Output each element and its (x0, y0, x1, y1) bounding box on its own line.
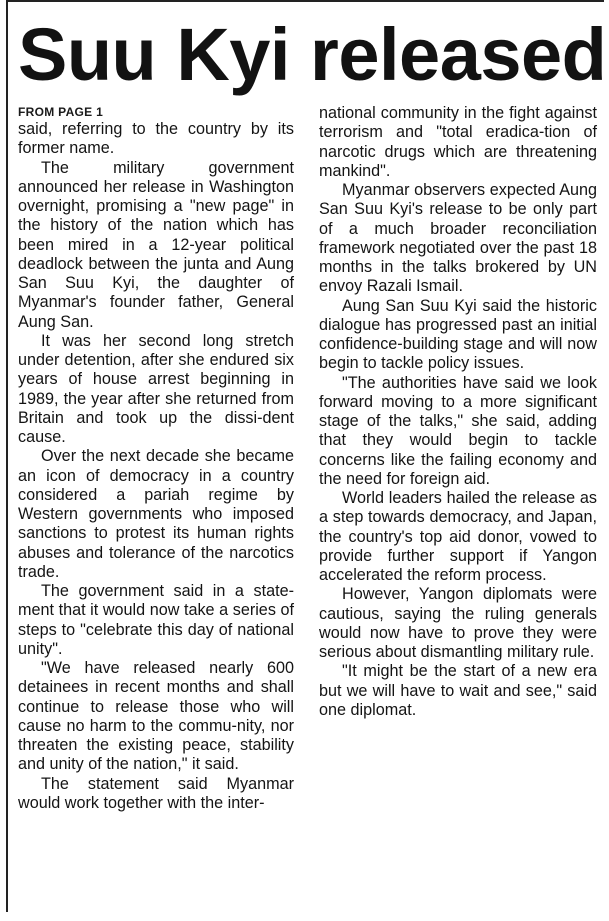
paragraph: Aung San Suu Kyi said the historic dialogue has progressed past an initial confidence-building stage and will now begin to tackle policy issues. (319, 296, 597, 373)
paragraph: It was her second long stretch under detention, after she endured six years of house arrest beginning in 1989, the year after she returned from Britain and took up the dissi-dent cause. (18, 331, 294, 446)
paragraph: However, Yangon diplomats were cautious, saying the ruling generals would now have to prove they were serious about dismantling military rule. (319, 585, 597, 661)
continuation-kicker: FROM PAGE 1 (18, 105, 104, 119)
right-column (319, 104, 597, 720)
paragraph: The statement said Myanmar would work together with the inter- (18, 774, 294, 812)
top-border-rule (6, 0, 604, 2)
paragraph: "The authorities have said we look forward moving to a more significant stage of the talks," she said, adding that they would begin to tackle concerns like the failing economy and the need for foreign aid. (319, 373, 597, 488)
headline: Suu Kyi released (18, 13, 607, 96)
paragraph: "We have released nearly 600 detainees in recent months and shall continue to release those who will cause no harm to the commu-nity, nor threaten the existing peace, stability and unity of the nation," it said. (18, 659, 294, 774)
left-column (18, 104, 294, 813)
left-border-rule (6, 0, 8, 912)
paragraph: said, referring to the country by its former name. (18, 120, 294, 158)
paragraph: national community in the fight against terrorism and "total eradica-tion of narcotic drugs which are threatening mankind". (319, 104, 597, 180)
paragraph: The government said in a state-ment that it would now take a series of steps to "celebrate this day of national unity". (18, 582, 294, 658)
paragraph: Over the next decade she became an icon of democracy in a country considered a pariah regime by Western governments who imposed sanctions to protest its human rights abuses and tolerance of the narcotics trade. (18, 447, 294, 581)
paragraph: World leaders hailed the release as a step towards democracy, and Japan, the country's top aid donor, vowed to provide further support if Yangon accelerated the reform process. (319, 489, 597, 584)
paragraph: "It might be the start of a new era but we will have to wait and see," said one diplomat. (319, 662, 597, 719)
paragraph: Myanmar observers expected Aung San Suu Kyi's release to be only part of a much broader reconciliation framework negotiated over the past 18 months in the talks brokered by UN envoy Razali Ismail. (319, 181, 597, 296)
paragraph: The military government announced her release in Washington overnight, promising a "new page" in the history of the nation which has been mired in a 12-year political deadlock between the junta and Aung San Suu Kyi, the daughter of Myanmar's founder father, General Aung San. (18, 158, 294, 331)
